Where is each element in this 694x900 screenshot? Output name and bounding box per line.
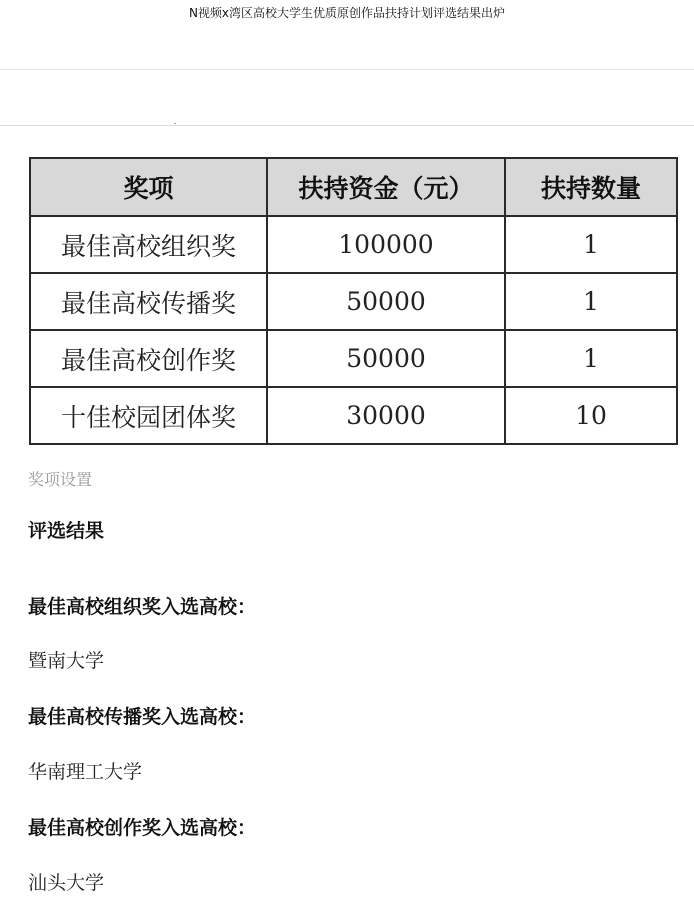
- award-name-cell: 最佳高校组织奖: [30, 216, 267, 273]
- quantity-cell: 1: [505, 273, 677, 330]
- funding-cell: 50000: [267, 273, 505, 330]
- result-label-organization: 最佳高校组织奖入选高校：: [28, 596, 257, 618]
- table-row: [30, 216, 677, 273]
- divider-mark: [174, 123, 176, 124]
- result-school-organization: 暨南大学: [28, 650, 105, 672]
- funding-cell: 30000: [267, 387, 505, 444]
- quantity-cell: 1: [505, 330, 677, 387]
- table-row: [30, 387, 677, 444]
- funding-cell: 50000: [267, 330, 505, 387]
- award-name-cell: 十佳校园团体奖: [30, 387, 267, 444]
- header-quantity: 扶持数量: [505, 158, 677, 216]
- award-name-cell: 最佳高校传播奖: [30, 273, 267, 330]
- header-funding: 扶持资金（元）: [267, 158, 505, 216]
- page-title: N视频x湾区高校大学生优质原创作品扶持计划评选结果出炉: [188, 6, 506, 20]
- award-name-cell: 最佳高校创作奖: [30, 330, 267, 387]
- quantity-cell: 1: [505, 216, 677, 273]
- funding-cell: 100000: [267, 216, 505, 273]
- results-heading: 评选结果: [28, 520, 105, 542]
- result-label-communication: 最佳高校传播奖入选高校：: [28, 706, 257, 728]
- header-award: 奖项: [30, 158, 267, 216]
- result-school-creation: 汕头大学: [28, 872, 105, 894]
- table-row: [30, 273, 677, 330]
- section-divider: [0, 125, 694, 126]
- award-settings-table: [29, 157, 678, 445]
- result-school-communication: 华南理工大学: [28, 761, 143, 783]
- header-divider: [0, 69, 694, 70]
- result-label-creation: 最佳高校创作奖入选高校：: [28, 817, 257, 839]
- quantity-cell: 10: [505, 387, 677, 444]
- table-row: [30, 330, 677, 387]
- table-caption: 奖项设置: [28, 470, 93, 489]
- table-header-row: [30, 158, 677, 216]
